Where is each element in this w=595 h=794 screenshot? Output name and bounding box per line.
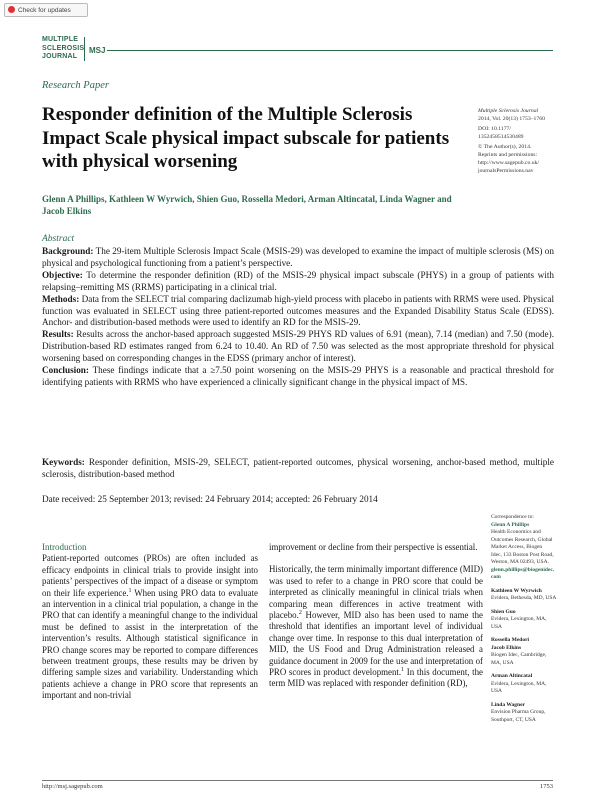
affiliation-name: Shien Guo <box>491 608 516 615</box>
affiliation-name: Rossella Medori <box>491 637 530 643</box>
abstract-objective <box>42 270 554 294</box>
affiliation-name: Arman Altincatal <box>491 673 533 679</box>
intro-paragraph-cont: improvement or decline from their perspective is essential. <box>269 542 478 552</box>
keywords <box>42 457 554 481</box>
corr-address-line: Market Access, Biogen <box>491 544 543 550</box>
keywords-text: Responder definition, MSIS-29, SELECT, patient-reported outcomes, physical worsening, anchor-based method, multiple sclerosis, distribution-based method <box>42 457 555 479</box>
journal-name-line: MULTIPLE <box>42 36 79 43</box>
affiliation-line: Evidera, Lexington, MA, <box>491 616 547 622</box>
affiliation-name: Kathleen W Wyrwich <box>491 587 542 594</box>
meta-journal: Multiple Sclerosis Journal <box>478 108 539 114</box>
affiliation-name: Linda Wagner <box>491 701 525 708</box>
corr-email[interactable]: com <box>491 574 501 580</box>
citation-ref[interactable]: 1 <box>401 667 405 674</box>
background-label: Background: <box>42 246 94 256</box>
journal-logo <box>42 36 84 62</box>
affiliation-line: Evidera, Bethesda, MD, USA <box>491 595 557 601</box>
body-column-left <box>42 542 258 713</box>
keywords-label: Keywords: <box>42 457 85 467</box>
badge-label: Check for updates <box>18 7 71 14</box>
logo-divider <box>84 37 85 61</box>
conclusion-label: Conclusion: <box>42 365 89 376</box>
intro-text: When using PRO data to evaluate an intervention in a clinical trial population, a change in the PRO that can identify a meaningful change to the individual must be defined to assist in the interpretation of the intervention’s results. Although statistical significance in PRO change scores may be reported to compare differences between treatment groups, these results may be driven by differing sample sizes and variability. Understanding which patients achieve a change in PRO score that represents an important and non-trivial <box>42 587 258 701</box>
methods-text: Data from the SELECT trial comparing daclizumab high-yield process with placebo in patients with RRMS were used. Physical function was evaluated in SELECT using three patient-reported outcomes measures and the Expanded Disability Status Scale (EDSS). Anchor- and distribution-based methods were used to identify an RD for the MSIS-29. <box>42 293 554 328</box>
corr-address-line: Weston, MA 02493, USA. <box>491 559 549 565</box>
objective-text: To determine the responder definition (RD) of the MSIS-29 physical impact subscale (PHYS) in a group of patients with relapsing–remitting MS (RRMS) participating in a clinical trial. <box>42 269 554 292</box>
meta-reprints: Reprints and permissions: <box>478 152 538 158</box>
meta-url[interactable]: http://www.sagepub.co.uk/ <box>478 160 540 166</box>
affiliation-name: Jacob Elkins <box>491 644 522 651</box>
corr-address-line: Idec, 133 Boston Post Road, <box>491 551 554 558</box>
update-icon <box>8 6 15 13</box>
journal-name-line: SCLEROSIS <box>42 44 85 52</box>
intro-text: In this document, the term MID was replaced with responder definition (RD), <box>269 667 484 689</box>
abstract-conclusion <box>42 365 554 389</box>
abstract-methods <box>42 294 554 330</box>
abstract-background <box>42 246 554 270</box>
introduction-heading: Introduction <box>42 542 87 552</box>
corr-address-line: Outcomes Research, Global <box>491 536 553 543</box>
article-title: Responder definition of the Multiple Sclerosis Impact Scale physical impact subscale for patients with physical worsening <box>42 104 450 172</box>
intro-text: However, MID also has been used to name the threshold that identifies an important level of individual change over time. In response to this dual interpretation of MID, the US Food and Drug Administration released a guidance document in 2009 for the use and interpretation of PRO scores in product development. <box>269 610 483 678</box>
intro-text: Historically, the term minimally important difference (MID) was used to refer to a change in PRO score that could be interpreted as clinically meaningful in clinical trials when comparing mean differences in active treatment with placebo. <box>269 564 483 621</box>
journal-name-line: JOURNAL <box>42 53 78 60</box>
author-list: Glenn A Phillips, Kathleen W Wyrwich, Shien Guo, Rossella Medori, Arman Altincatal, Linda Wagner and Jacob Elkins <box>42 194 452 216</box>
affiliation-line: Envision Pharma Group, <box>491 709 546 715</box>
meta-permissions[interactable]: journalsPermissions.nav <box>478 168 534 174</box>
affiliation-line: USA <box>491 688 503 694</box>
journal-abbr: MSJ <box>89 46 106 55</box>
affiliation-line: USA <box>491 623 503 630</box>
meta-doi: DOI: 10.1177/ <box>478 126 511 132</box>
abstract-heading: Abstract <box>42 234 75 244</box>
affiliation-line: MA, USA <box>491 659 514 666</box>
affiliation-line: Biogen Idec, Cambridge, <box>491 652 547 658</box>
intro-text: Patient-reported outcomes (PROs) are often included as efficacy endpoints in clinical trials to provide insight into patients’ perspectives of the impact of a disease or symptom on their life experience. <box>42 553 258 598</box>
intro-paragraph-mid <box>269 564 483 689</box>
header-rule <box>107 50 553 51</box>
body-column-right <box>269 542 483 701</box>
conclusion-text: These findings indicate that a ≥7.50 point worsening on the MSIS-29 PHYS is a reasonable and practical threshold for identifying patients with RRMS who have experienced a clinically significant change in the physical impact of MS. <box>42 365 554 387</box>
meta-volume: 2014, Vol. 20(13) 1753–1760 <box>478 116 545 122</box>
check-for-updates-badge[interactable] <box>4 3 88 17</box>
citation-meta <box>478 107 573 175</box>
objective-label: Objective: <box>42 269 83 280</box>
affiliation-line: Southport, CT, USA <box>491 716 536 723</box>
footer-url[interactable]: http://msj.sagepub.com <box>42 783 103 790</box>
meta-copyright: © The Author(s), 2014. <box>478 144 532 150</box>
introduction-paragraph <box>42 553 258 701</box>
correspondence-label: Correspondence to: <box>491 514 534 520</box>
background-text: The 29-item Multiple Sclerosis Impact Scale (MSIS-29) was developed to examine the impact of multiple sclerosis (MS) on physical and psychological functioning from a patient’s perspective. <box>42 246 554 268</box>
affiliation-line: Evidera, Lexington, MA, <box>491 680 547 687</box>
page-number: 1753 <box>540 783 553 790</box>
methods-label: Methods: <box>42 293 80 304</box>
results-label: Results: <box>42 329 74 340</box>
citation-ref[interactable]: 2 <box>298 610 302 617</box>
results-text: Results across the anchor-based approach suggested MSIS-29 PHYS RD values of 6.91 (mean), 7.14 (median) and 7.50 (mode). Distribution-based RD estimates ranged from 6.24 to 10.40. An RD of 7.50 was selected as the most appropriate threshold for physical worsening based on corresponding changes in the EDSS (primary anchor of interest). <box>42 329 554 364</box>
corr-address-line: Health Economics and <box>491 529 541 535</box>
citation-ref[interactable]: 1 <box>128 587 132 594</box>
submission-dates: Date received: 25 September 2013; revised: 24 February 2014; accepted: 26 February 2014 <box>42 494 378 504</box>
footer-rule <box>42 780 553 781</box>
abstract-body <box>42 246 554 389</box>
correspondence-block <box>491 514 579 724</box>
meta-doi-number: 1352458514530489 <box>478 134 524 140</box>
abstract-results <box>42 329 554 365</box>
article-type: Research Paper <box>42 80 109 91</box>
corresponding-author: Glenn A Phillips <box>491 521 530 528</box>
corr-email[interactable]: glenn.phillips@biogenidec. <box>491 566 555 573</box>
